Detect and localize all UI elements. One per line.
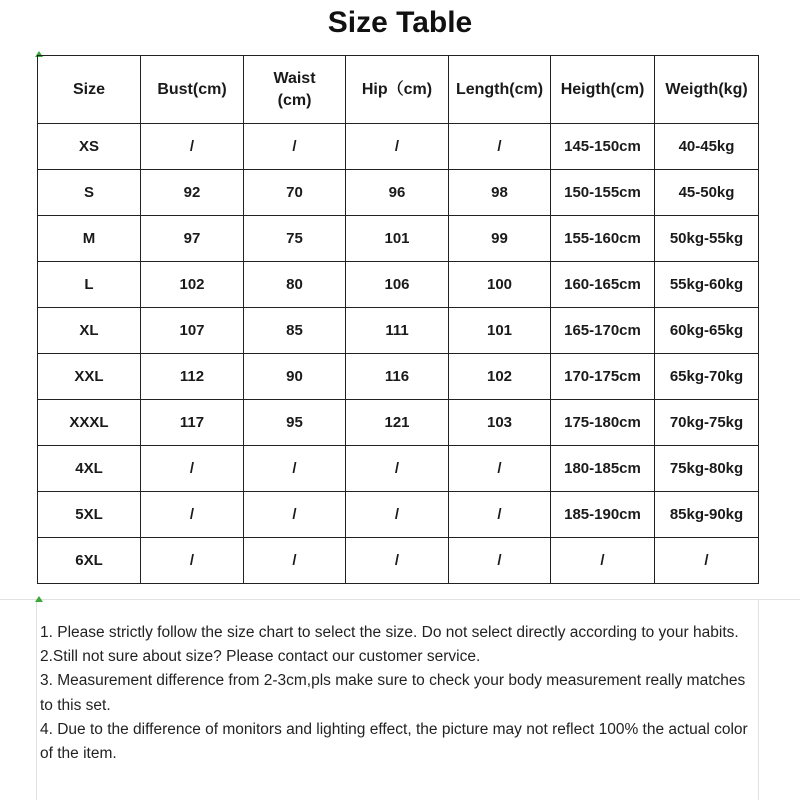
table-cell: /: [244, 538, 346, 584]
table-row: [38, 308, 759, 354]
table-row: [38, 492, 759, 538]
note-item: 4. Due to the difference of monitors and lighting effect, the picture may not reflect 100% the actual color of the item.: [40, 720, 748, 763]
table-cell: 75kg-80kg: [655, 446, 759, 492]
table-cell: 75: [244, 216, 346, 262]
table-cell: 97: [141, 216, 244, 262]
table-cell: 111: [346, 308, 449, 354]
table-row: [38, 354, 759, 400]
table-cell: 102: [141, 262, 244, 308]
table-cell: 117: [141, 400, 244, 446]
table-cell: 98: [449, 170, 551, 216]
size-cell: XL: [38, 308, 141, 354]
table-cell: /: [244, 124, 346, 170]
table-cell: /: [141, 538, 244, 584]
column-header: Waist (cm): [244, 56, 346, 124]
table-row: [38, 400, 759, 446]
column-header: Heigth(cm): [551, 56, 655, 124]
table-cell: /: [346, 538, 449, 584]
table-cell: /: [141, 492, 244, 538]
column-header: Length(cm): [449, 56, 551, 124]
table-cell: 116: [346, 354, 449, 400]
notes-section: [40, 621, 760, 766]
table-cell: 150-155cm: [551, 170, 655, 216]
table-cell: 92: [141, 170, 244, 216]
grid-line: [0, 599, 800, 600]
note-item: 2.Still not sure about size? Please contact our customer service.: [40, 648, 481, 666]
table-cell: 90: [244, 354, 346, 400]
table-cell: /: [346, 446, 449, 492]
table-cell: 50kg-55kg: [655, 216, 759, 262]
size-cell: M: [38, 216, 141, 262]
table-cell: 85: [244, 308, 346, 354]
table-row: [38, 446, 759, 492]
table-cell: 170-175cm: [551, 354, 655, 400]
table-cell: /: [141, 446, 244, 492]
size-cell: XS: [38, 124, 141, 170]
table-cell: 96: [346, 170, 449, 216]
table-cell: 165-170cm: [551, 308, 655, 354]
table-cell: 106: [346, 262, 449, 308]
table-cell: 103: [449, 400, 551, 446]
table-row: [38, 216, 759, 262]
size-table: [37, 55, 759, 584]
table-cell: /: [449, 124, 551, 170]
table-cell: /: [141, 124, 244, 170]
page-title: Size Table: [327, 6, 473, 39]
table-cell: 160-165cm: [551, 262, 655, 308]
note-item: 3. Measurement difference from 2-3cm,pls make sure to check your body measurement really matches to this set.: [40, 672, 746, 714]
table-row: [38, 170, 759, 216]
table-cell: 85kg-90kg: [655, 492, 759, 538]
size-cell: 4XL: [38, 446, 141, 492]
table-cell: 100: [449, 262, 551, 308]
table-cell: 95: [244, 400, 346, 446]
table-cell: /: [346, 492, 449, 538]
table-cell: 65kg-70kg: [655, 354, 759, 400]
table-cell: 55kg-60kg: [655, 262, 759, 308]
column-header: Bust(cm): [141, 56, 244, 124]
column-header: Weigth(kg): [655, 56, 759, 124]
note-item: 1. Please strictly follow the size chart to select the size. Do not select directly according to your habits.: [40, 624, 739, 641]
table-cell: 101: [346, 216, 449, 262]
table-cell: 175-180cm: [551, 400, 655, 446]
table-cell: /: [449, 492, 551, 538]
grid-line: [36, 599, 37, 800]
table-row: [38, 538, 759, 584]
table-cell: 145-150cm: [551, 124, 655, 170]
table-cell: 112: [141, 354, 244, 400]
table-row: [38, 124, 759, 170]
table-cell: /: [655, 538, 759, 584]
table-cell: 40-45kg: [655, 124, 759, 170]
size-cell: XXL: [38, 354, 141, 400]
table-cell: 60kg-65kg: [655, 308, 759, 354]
column-header: Hip（cm): [346, 56, 449, 124]
table-cell: /: [244, 492, 346, 538]
table-cell: /: [449, 538, 551, 584]
size-cell: L: [38, 262, 141, 308]
table-cell: 99: [449, 216, 551, 262]
table-body: [38, 124, 759, 584]
size-cell: 6XL: [38, 538, 141, 584]
table-cell: 180-185cm: [551, 446, 655, 492]
size-cell: S: [38, 170, 141, 216]
table-row: [38, 262, 759, 308]
table-cell: /: [244, 446, 346, 492]
table-cell: /: [551, 538, 655, 584]
table-cell: 185-190cm: [551, 492, 655, 538]
table-cell: 107: [141, 308, 244, 354]
size-cell: 5XL: [38, 492, 141, 538]
column-header: Size: [38, 56, 141, 124]
table-cell: 80: [244, 262, 346, 308]
table-cell: 101: [449, 308, 551, 354]
table-cell: 121: [346, 400, 449, 446]
table-cell: 70: [244, 170, 346, 216]
table-cell: /: [449, 446, 551, 492]
table-cell: 155-160cm: [551, 216, 655, 262]
table-cell: 45-50kg: [655, 170, 759, 216]
table-cell: /: [346, 124, 449, 170]
table-cell: 70kg-75kg: [655, 400, 759, 446]
table-cell: 102: [449, 354, 551, 400]
size-cell: XXXL: [38, 400, 141, 446]
cell-marker-icon: [35, 596, 43, 602]
table-header-row: [38, 56, 759, 124]
